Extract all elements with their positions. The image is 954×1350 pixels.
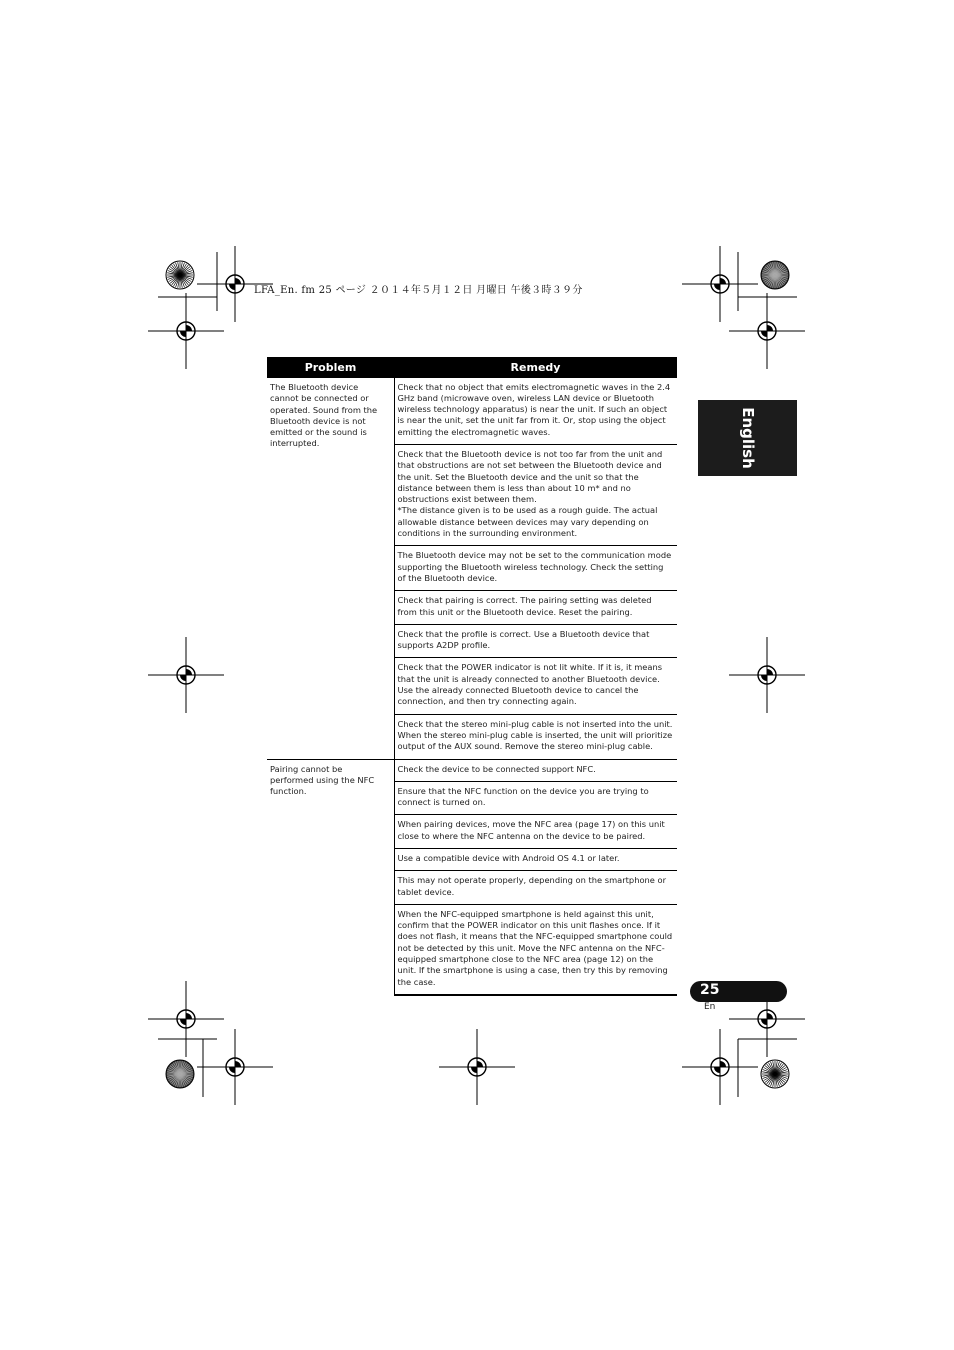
page-number-badge [690,981,787,1002]
remedy-cell: Check that the profile is correct. Use a Bluetooth device that supports A2DP profile. [394,624,677,658]
remedy-cell: When pairing devices, move the NFC area (page 17) on this unit close to where the NFC antenna on the device to be paired. [394,815,677,849]
crosshair-mark [439,1029,515,1105]
table-body [267,378,677,995]
starburst-mark [761,261,789,289]
remedy-cell: Check that no object that emits electromagnetic waves in the 2.4 GHz band (microwave oven, wireless LAN device or Bluetooth wireless technology apparatus) is near the unit. If such an object is near the unit, set the unit far from it. Or, stop using the object emitting the electromagnetic waves. [394,378,677,445]
troubleshooting-table [267,357,677,996]
crosshair-mark [682,246,758,322]
print-header: LFA_En. fm 25 ページ ２０１４年５月１２日 月曜日 午後３時３９分 [254,285,583,296]
crosshair-mark [729,637,805,713]
page-language: En [704,1002,716,1012]
table-header-row [267,357,677,378]
starburst-mark [166,1060,194,1088]
problem-cell: The Bluetooth device cannot be connected or operated. Sound from the Bluetooth device is not emitted or the sound is interrupted. [267,378,394,760]
language-tab [698,400,797,476]
remedy-cell: Ensure that the NFC function on the device you are trying to connect is turned on. [394,781,677,815]
starburst-mark [166,261,194,289]
crosshair-mark [148,637,224,713]
starburst-mark [761,1060,789,1088]
remedy-cell: Check the device to be connected support NFC. [394,759,677,781]
remedy-cell: Check that the stereo mini-plug cable is not inserted into the unit. When the stereo mini-plug cable is inserted, the unit will prioritize output of the AUX sound. Remove the stereo mini-plug cable. [394,714,677,759]
header-problem: Problem [267,357,394,378]
remedy-cell: Check that pairing is correct. The pairing setting was deleted from this unit or the Bluetooth device. Reset the pairing. [394,591,677,625]
remedy-cell: This may not operate properly, depending on the smartphone or tablet device. [394,871,677,905]
remedy-cell: Check that the Bluetooth device is not too far from the unit and that obstructions are not set between the Bluetooth device and the unit. Set the Bluetooth device and the unit so that the distance between them is less than about 10 m* and no obstructions exist between them. *The distance given is to be used as a rough guide. The actual allowable distance between devices may vary depending on conditions in the surrounding environment. [394,444,677,545]
remedy-cell: The Bluetooth device may not be set to the communication mode supporting the Bluetooth wireless technology. Check the setting of the Bluetooth device. [394,546,677,591]
page-number: 25 [700,982,720,998]
crosshair-mark [148,981,224,1057]
language-tab-label: English [738,407,757,469]
remedy-cell: Check that the POWER indicator is not lit white. If it is, it means that the unit is already connected to another Bluetooth device. Use the already connected Bluetooth device to cancel the connection, and then try connecting again. [394,658,677,714]
troubleshooting-table-container [267,357,677,996]
crosshair-mark [682,1029,758,1105]
table-row [267,378,677,445]
crosshair-mark [197,1029,273,1105]
header-remedy: Remedy [394,357,677,378]
problem-cell: Pairing cannot be performed using the NFC function. [267,759,394,995]
crosshair-mark [729,293,805,369]
remedy-cell: When the NFC-equipped smartphone is held against this unit, confirm that the POWER indicator on this unit flashes once. If it does not flash, it means that the NFC-equipped smartphone could not be detected by this unit. Move the NFC antenna on the NFC-equipped smartphone close to the NFC area (page 12) on the unit. If the smartphone is using a case, then try this by removing the case. [394,904,677,995]
table-row [267,759,677,781]
remedy-cell: Use a compatible device with Android OS 4.1 or later. [394,849,677,871]
crosshair-mark [148,293,224,369]
